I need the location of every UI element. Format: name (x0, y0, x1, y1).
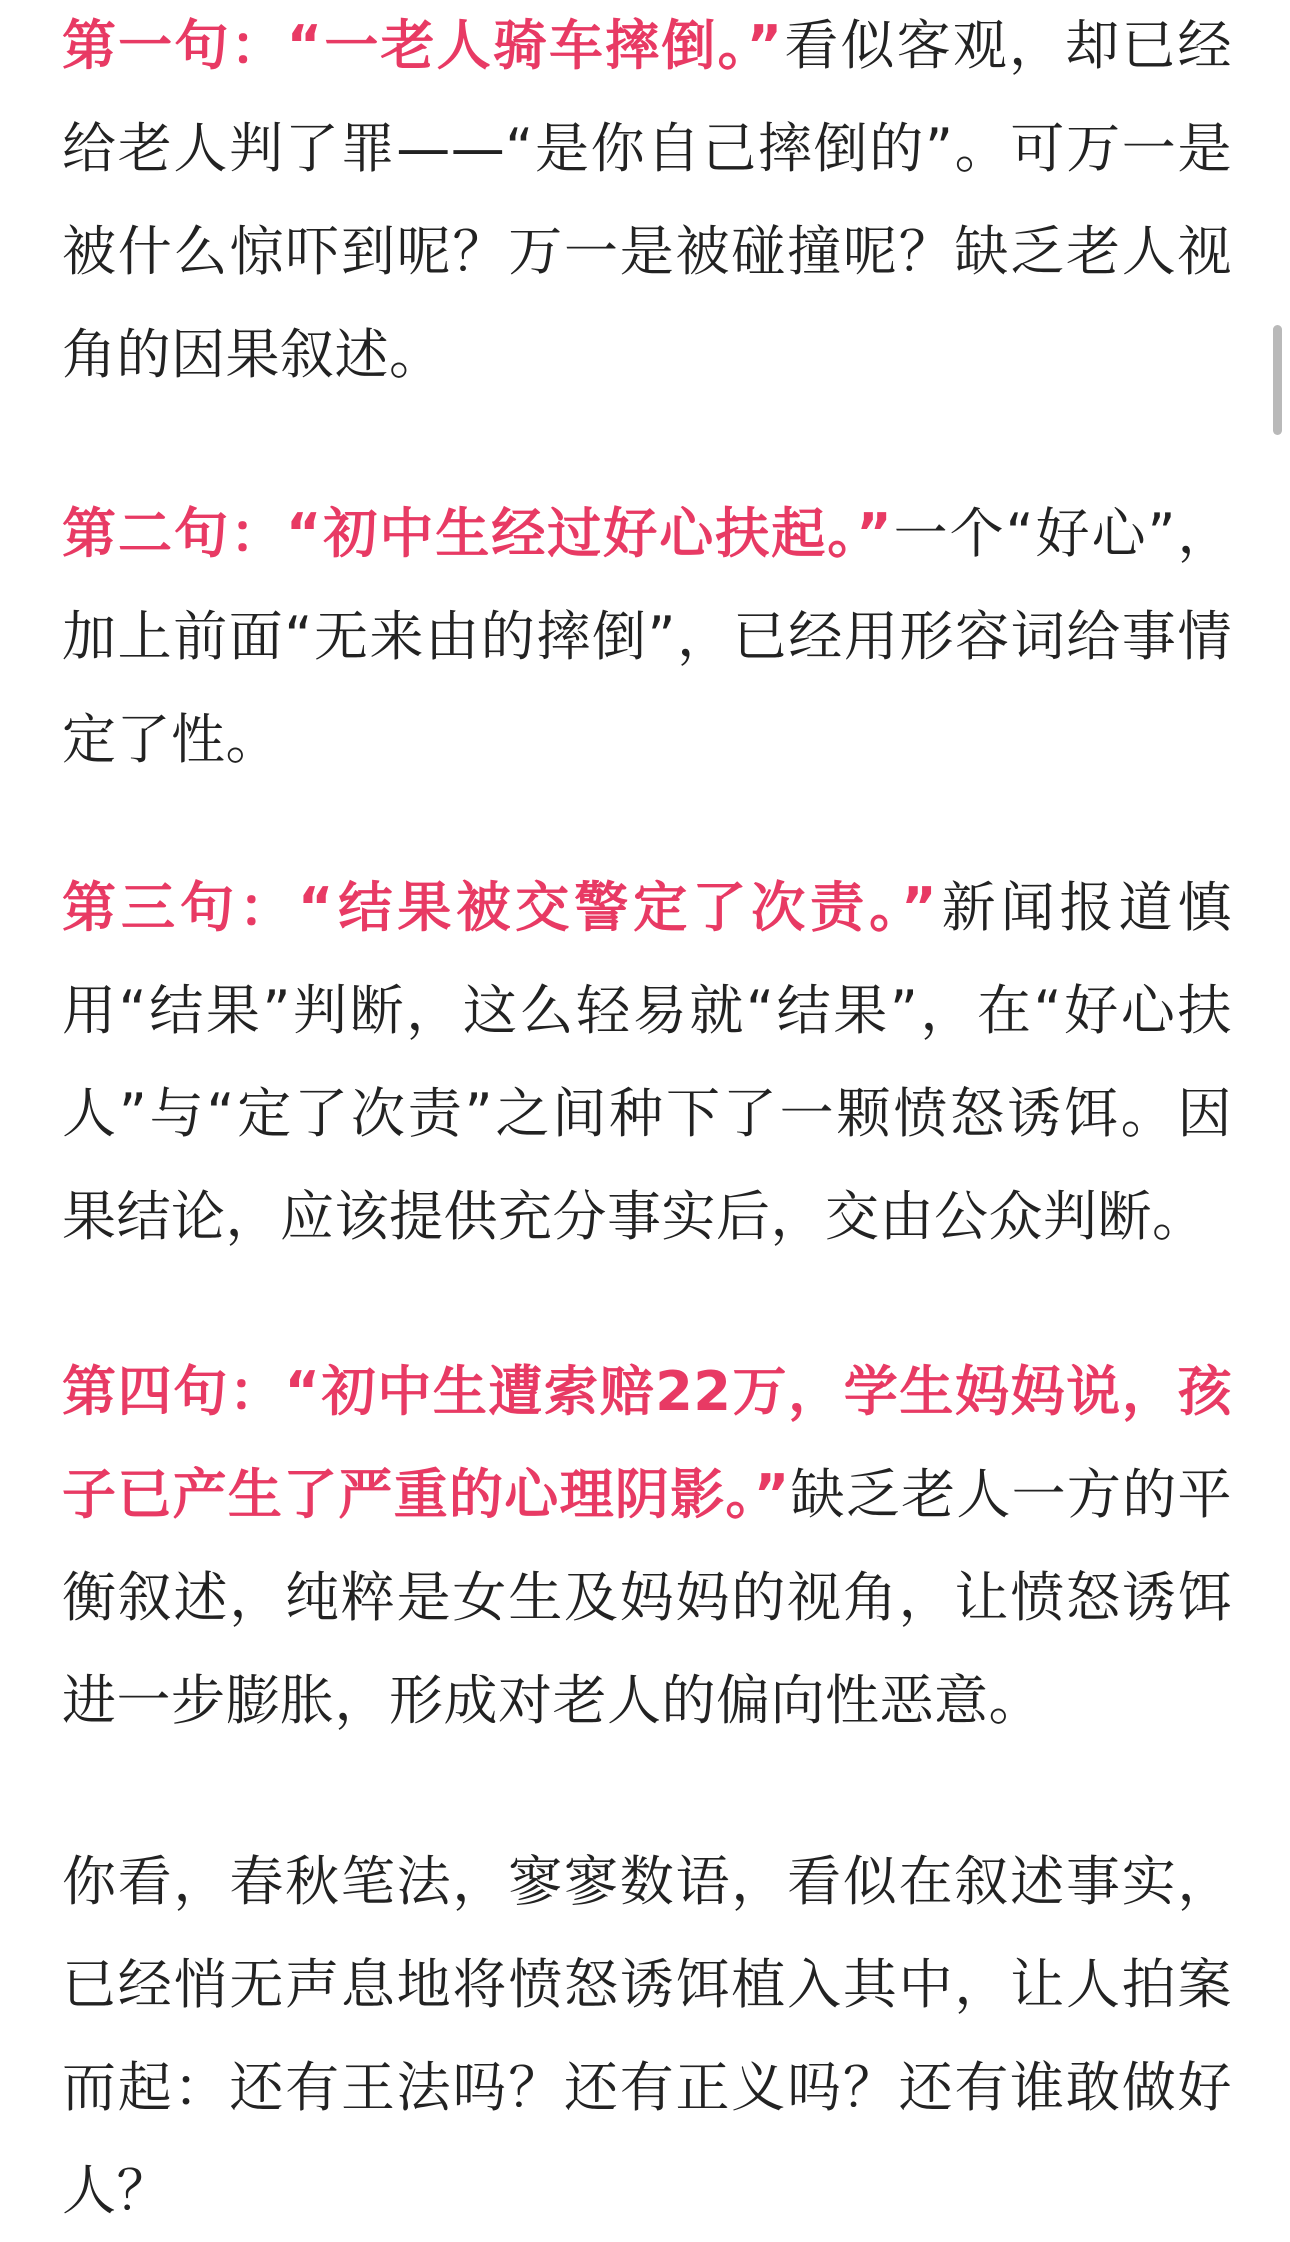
scrollbar-thumb[interactable] (1273, 325, 1282, 435)
paragraph-text: 你看，春秋笔法，寥寥数语，看似在叙述事实，已经悄无声息地将愤怒诱饵植入其中，让人拍案而起：还有王法吗？还有正义吗？还有谁敢做好人？ (62, 1850, 1232, 2222)
highlighted-quote: 第二句：“初中生经过好心扶起。” (62, 502, 893, 565)
paragraph-third-sentence (62, 856, 1232, 1268)
paragraph-fourth-sentence (62, 1340, 1232, 1752)
paragraph-conclusion (62, 1830, 1232, 2242)
paragraph-first-sentence (62, 0, 1232, 406)
highlighted-quote: 第三句：“结果被交警定了次责。” (62, 876, 938, 939)
scrollbar[interactable] (1270, 0, 1290, 2120)
highlighted-quote: 第四句：“初中生遭索赔22万，学生妈妈说，孩子已产生了严重的心理阴影。” (62, 1360, 1232, 1526)
paragraph-text: 新闻报道慎用“结果”判断，这么轻易就“结果”，在“好心扶人”与“定了次责”之间种下了一颗愤怒诱饵。因果结论，应该提供充分事实后，交由公众判断。 (62, 876, 1233, 1248)
paragraph-text: 看似客观，却已经给老人判了罪——“是你自己摔倒的”。可万一是被什么惊吓到呢？万一是被碰撞呢？缺乏老人视角的因果叙述。 (62, 14, 1232, 386)
paragraph-text: 一个“好心”，加上前面“无来由的摔倒”，已经用形容词给事情定了性。 (62, 502, 1232, 771)
paragraph-text: 缺乏老人一方的平衡叙述，纯粹是女生及妈妈的视角，让愤怒诱饵进一步膨胀，形成对老人的偏向性恶意。 (62, 1463, 1233, 1732)
paragraph-second-sentence (62, 482, 1232, 791)
highlighted-quote: 第一句：“一老人骑车摔倒。” (62, 14, 783, 77)
